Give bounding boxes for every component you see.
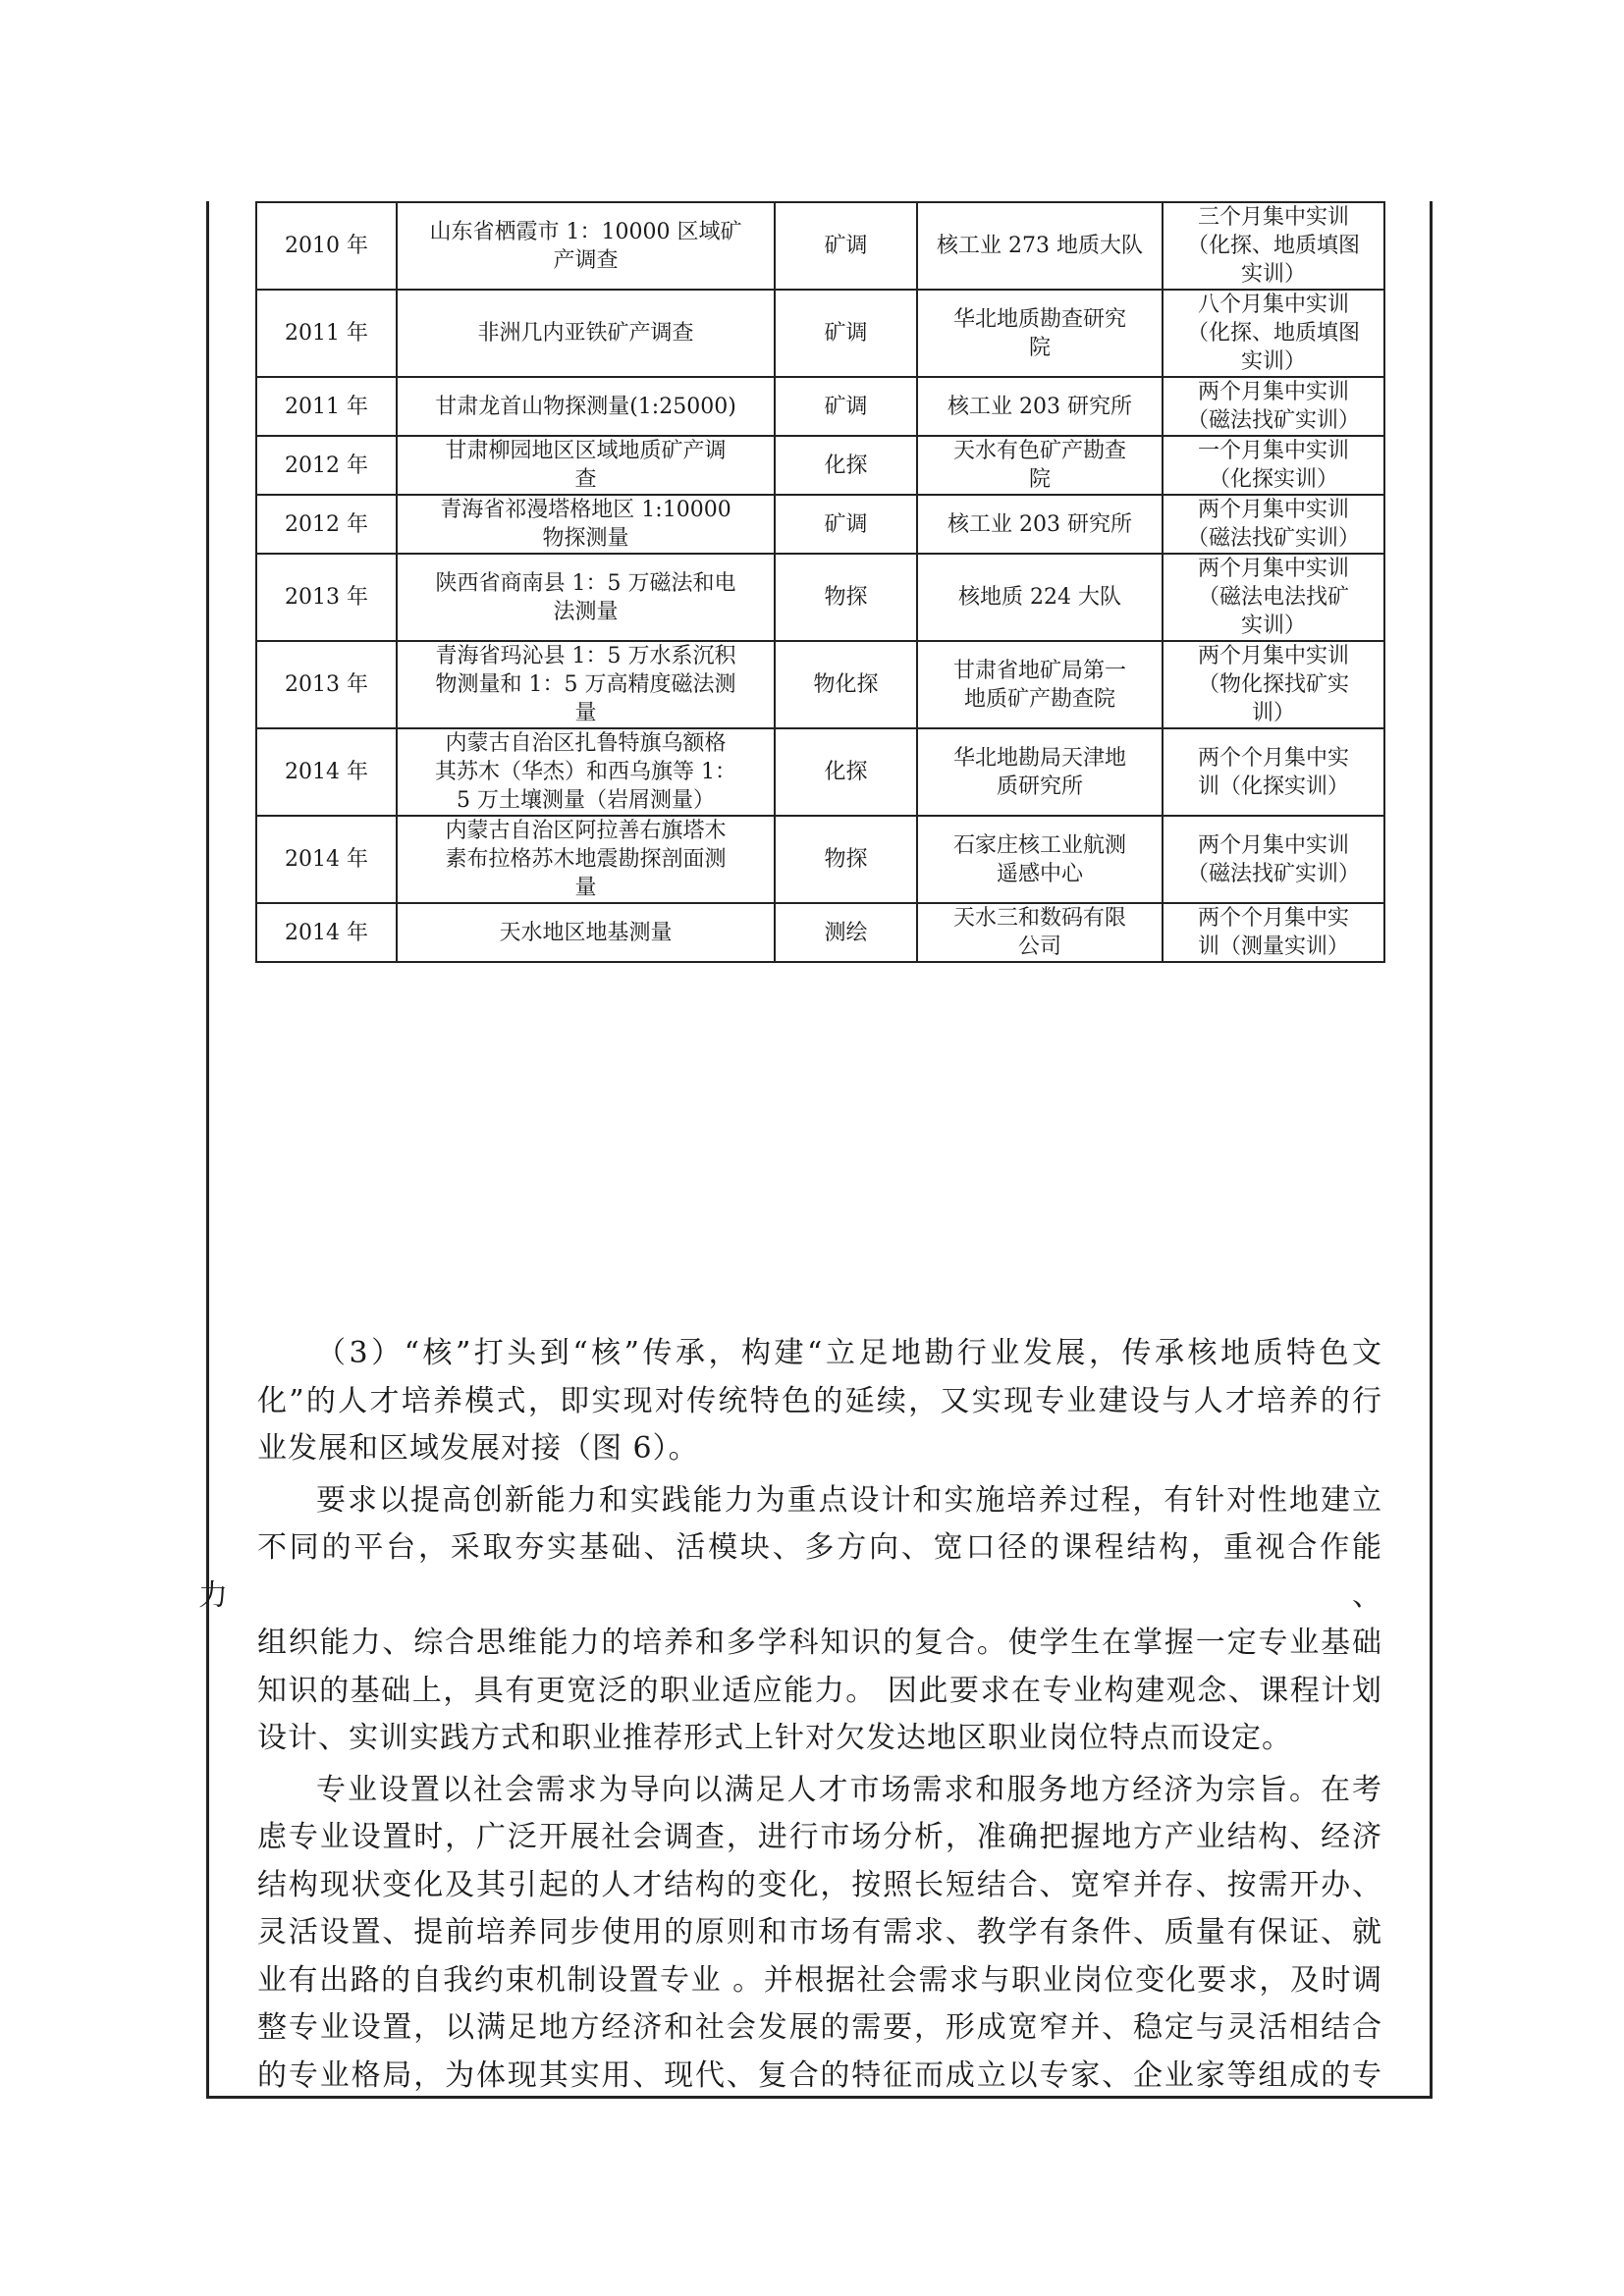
unit-cell: [917, 377, 1163, 436]
cell-line: （化探、地质填图: [1186, 321, 1360, 346]
training-records-table: [255, 201, 1385, 963]
training-cell: [1163, 641, 1384, 728]
cell-line: 八个月集中实训: [1197, 293, 1349, 317]
cell-line: 甘肃龙首山物探测量(1:25000): [435, 394, 736, 419]
unit-cell: [917, 903, 1163, 962]
cell-line: 公司: [1017, 934, 1061, 959]
table-row: [256, 290, 1384, 377]
cell-line: 核工业 203 研究所: [947, 394, 1132, 419]
type-cell: [775, 728, 917, 816]
year-cell: [256, 495, 397, 554]
cell-line: 一个月集中实训: [1197, 439, 1349, 463]
cell-line: 2012 年: [285, 511, 368, 537]
cell-line: 两个月集中实训: [1197, 380, 1349, 404]
cell-line: 矿调: [824, 321, 868, 346]
training-cell: [1163, 377, 1384, 436]
cell-line: 核工业 273 地质大队: [937, 234, 1143, 258]
text-line: 设计、实训实践方式和职业推荐形式上针对欠发达地区职业岗位特点而设定。: [257, 1721, 1292, 1755]
cell-line: 实训）: [1240, 262, 1306, 287]
table-row: [256, 202, 1384, 290]
project-cell: [397, 816, 775, 903]
cell-line: 测绘: [824, 920, 868, 945]
year-cell: [256, 728, 397, 816]
cell-line: 实训）: [1240, 614, 1306, 638]
cell-line: 内蒙古自治区扎鲁特旗乌额格: [445, 731, 727, 756]
project-cell: [397, 728, 775, 816]
text-line: （3）“核”打头到“核”传承，构建“立足地勘行业发展，传承核地质特色文: [316, 1336, 1382, 1370]
cell-line: 内蒙古自治区阿拉善右旗塔木: [445, 819, 727, 843]
year-cell: [256, 816, 397, 903]
cell-line: 核工业 203 研究所: [947, 511, 1132, 537]
training-cell: [1163, 290, 1384, 377]
text-line: 知识的基础上，具有更宽泛的职业适应能力。 因此要求在专业构建观念、课程计划: [257, 1673, 1382, 1708]
cell-line: 2011 年: [285, 321, 368, 346]
cell-line: 实训）: [1240, 349, 1306, 374]
cell-line: 青海省玛沁县 1：5 万水系沉积: [435, 644, 736, 668]
year-cell: [256, 641, 397, 728]
cell-line: 2012 年: [285, 453, 368, 478]
unit-cell: [917, 202, 1163, 290]
unit-cell: [917, 816, 1163, 903]
cell-line: 遥感中心: [996, 861, 1083, 886]
cell-line: 甘肃柳园地区区域地质矿产调: [445, 439, 727, 463]
table-body: [256, 202, 1384, 962]
cell-line: 地质矿产勘查院: [963, 686, 1115, 712]
unit-cell: [917, 290, 1163, 377]
text-line: 业有出路的自我约束机制设置专业 。并根据社会需求与职业岗位变化要求，及时调: [257, 1962, 1382, 1998]
year-cell: [256, 377, 397, 436]
cell-line: 天水地区地基测量: [499, 920, 673, 945]
project-cell: [397, 903, 775, 962]
table-row: [256, 554, 1384, 641]
cell-line: 矿调: [824, 511, 868, 537]
training-cell: [1163, 554, 1384, 641]
text-line: 组织能力、综合思维能力的培养和多学科知识的复合。使学生在掌握一定专业基础: [257, 1626, 1382, 1660]
cell-line: 陕西省商南县 1：5 万磁法和电: [435, 570, 736, 596]
cell-line: 查: [574, 467, 597, 492]
table-row: [256, 377, 1384, 436]
cell-line: 量: [574, 876, 597, 900]
cell-line: 化探: [824, 453, 868, 478]
cell-line: 量: [574, 701, 597, 725]
cell-line: 物探: [824, 847, 868, 872]
project-cell: [397, 290, 775, 377]
training-cell: [1163, 816, 1384, 903]
type-cell: [775, 377, 917, 436]
cell-line: 石家庄核工业航测: [952, 832, 1126, 858]
text-line: 的专业格局，为体现其实用、现代、复合的特征而成立以专家、企业家等组成的专: [257, 2057, 1382, 2093]
cell-line: 2010 年: [285, 234, 368, 258]
project-cell: [397, 377, 775, 436]
cell-line: 物探测量: [542, 526, 629, 551]
table-row: [256, 495, 1384, 554]
project-cell: [397, 202, 775, 290]
table-row: [256, 728, 1384, 816]
type-cell: [775, 641, 917, 728]
type-cell: [775, 290, 917, 377]
text-line: 虑专业设置时，广泛开展社会调查，进行市场分析，准确把握地方产业结构、经济: [257, 1820, 1382, 1854]
training-cell: [1163, 436, 1384, 495]
cell-line: 训（化探实训）: [1197, 774, 1349, 799]
training-cell: [1163, 202, 1384, 290]
cell-line: 天水有色矿产勘查: [952, 439, 1126, 463]
text-line: 不同的平台，采取夯实基础、活模块、多方向、宽口径的课程结构，重视合作能力、: [198, 1530, 1382, 1613]
cell-line: 两个个月集中实: [1197, 906, 1349, 931]
unit-cell: [917, 641, 1163, 728]
cell-line: 院: [1028, 335, 1051, 360]
type-cell: [775, 202, 917, 290]
cell-line: 山东省栖霞市 1：10000 区域矿: [429, 219, 742, 244]
cell-line: 两个月集中实训: [1197, 498, 1349, 522]
cell-line: 2014 年: [285, 760, 368, 784]
cell-line: （物化探找矿实: [1197, 672, 1349, 697]
cell-line: （磁法找矿实训）: [1186, 408, 1360, 433]
unit-cell: [917, 728, 1163, 816]
paragraph-1: [257, 1330, 1382, 1473]
project-cell: [397, 495, 775, 554]
cell-line: 2011 年: [285, 394, 368, 419]
type-cell: [775, 903, 917, 962]
cell-line: 法测量: [553, 599, 619, 624]
cell-line: 产调查: [553, 247, 619, 273]
cell-line: 2014 年: [285, 847, 368, 872]
cell-line: 素布拉格苏木地震勘探剖面测: [445, 847, 727, 872]
text-line: 化”的人才培养模式，即实现对传统特色的延续，又实现专业建设与人才培养的行: [257, 1383, 1382, 1418]
training-cell: [1163, 728, 1384, 816]
cell-line: 三个月集中实训: [1197, 205, 1349, 230]
unit-cell: [917, 554, 1163, 641]
cell-line: 青海省祁漫塔格地区 1:10000: [440, 498, 731, 522]
cell-line: 核地质 224 大队: [958, 585, 1121, 610]
project-cell: [397, 554, 775, 641]
cell-line: 华北地质勘查研究: [952, 306, 1126, 332]
year-cell: [256, 436, 397, 495]
type-cell: [775, 436, 917, 495]
training-cell: [1163, 903, 1384, 962]
text-line: 专业设置以社会需求为导向以满足人才市场需求和服务地方经济为宗旨。在考: [316, 1772, 1382, 1807]
cell-line: 两个月集中实训: [1197, 644, 1349, 668]
cell-line: 天水三和数码有限: [952, 906, 1126, 931]
cell-line: （化探实训）: [1208, 467, 1338, 492]
cell-line: 甘肃省地矿局第一: [952, 658, 1126, 683]
cell-line: （磁法电法找矿: [1197, 585, 1349, 610]
cell-line: 物化探: [813, 672, 879, 697]
cell-line: 物探: [824, 585, 868, 610]
year-cell: [256, 290, 397, 377]
paragraph-3: [257, 1767, 1382, 2101]
project-cell: [397, 641, 775, 728]
paragraph-2: [198, 1477, 1382, 1763]
text-line: 业发展和区域发展对接（图 6）。: [257, 1431, 699, 1466]
text-line: 要求以提高创新能力和实践能力为重点设计和实施培养过程，有针对性地建立: [316, 1482, 1382, 1518]
cell-line: 训（测量实训）: [1197, 934, 1349, 959]
project-cell: [397, 436, 775, 495]
cell-line: （化探、地质填图: [1186, 234, 1360, 258]
body-text: [198, 1330, 1382, 2100]
cell-line: 5 万土壤测量（岩屑测量）: [457, 788, 715, 813]
cell-line: 物测量和 1：5 万高精度磁法测: [435, 672, 736, 697]
unit-cell: [917, 495, 1163, 554]
cell-line: 矿调: [824, 394, 868, 419]
table-row: [256, 436, 1384, 495]
year-cell: [256, 903, 397, 962]
cell-line: 质研究所: [996, 774, 1083, 799]
cell-line: 其苏木（华杰）和西乌旗等 1：: [435, 760, 736, 784]
text-line: 结构现状变化及其引起的人才结构的变化，按照长短结合、宽窄并存、按需开办、: [257, 1867, 1382, 1902]
table-row: [256, 816, 1384, 903]
cell-line: 2013 年: [285, 672, 368, 697]
cell-line: 2014 年: [285, 920, 368, 945]
cell-line: 矿调: [824, 234, 868, 258]
table-row: [256, 903, 1384, 962]
cell-line: 2013 年: [285, 585, 368, 610]
type-cell: [775, 495, 917, 554]
year-cell: [256, 202, 397, 290]
cell-line: 两个个月集中实: [1197, 745, 1349, 771]
cell-line: （磁法找矿实训）: [1186, 861, 1360, 886]
cell-line: 化探: [824, 760, 868, 784]
type-cell: [775, 816, 917, 903]
cell-line: 非洲几内亚铁矿产调查: [477, 321, 694, 346]
type-cell: [775, 554, 917, 641]
text-line: 灵活设置、提前培养同步使用的原则和市场有需求、教学有条件、质量有保证、就: [257, 1915, 1382, 1949]
cell-line: 训）: [1251, 701, 1295, 725]
cell-line: （磁法找矿实训）: [1186, 526, 1360, 551]
cell-line: 两个月集中实训: [1197, 832, 1349, 858]
year-cell: [256, 554, 397, 641]
unit-cell: [917, 436, 1163, 495]
cell-line: 院: [1028, 467, 1051, 492]
cell-line: 两个月集中实训: [1197, 557, 1349, 581]
table-row: [256, 641, 1384, 728]
training-cell: [1163, 495, 1384, 554]
cell-line: 华北地勘局天津地: [952, 745, 1126, 771]
text-line: 整专业设置，以满足地方经济和社会发展的需要，形成宽窄并、稳定与灵活相结合: [257, 2010, 1382, 2045]
